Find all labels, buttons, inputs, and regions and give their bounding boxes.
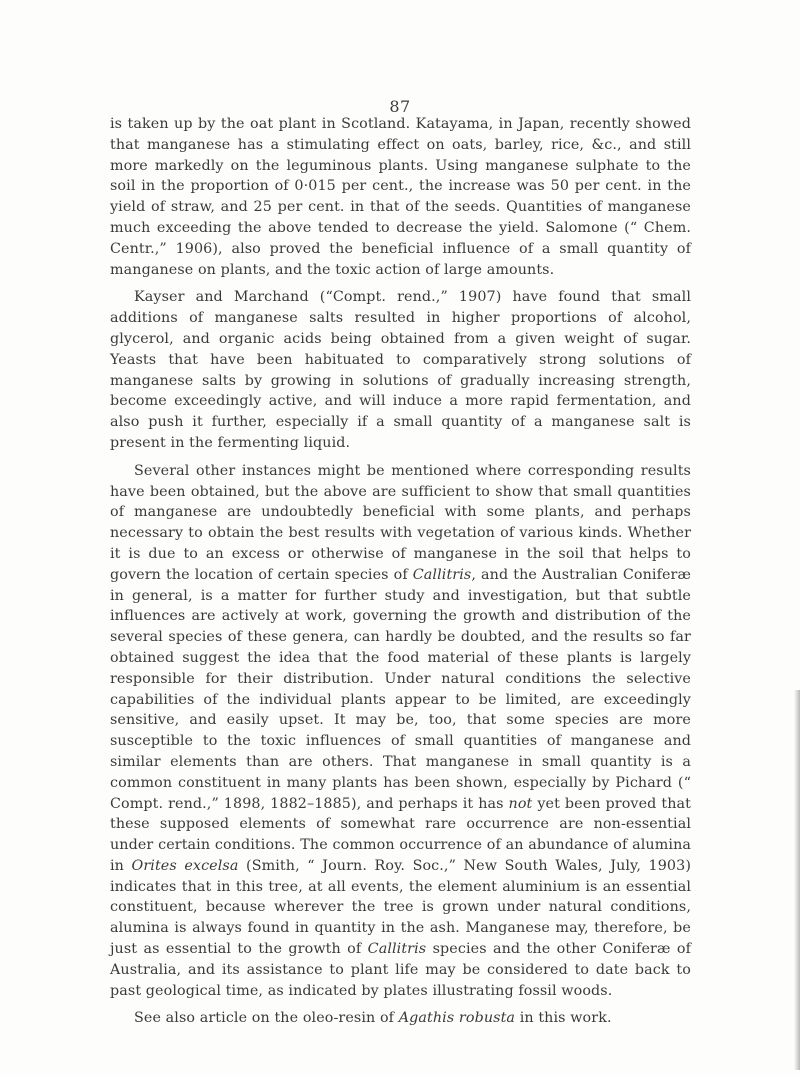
italic-text: not [508, 795, 533, 812]
text-run: in this work. [515, 1010, 612, 1027]
text-run: is taken up by the oat plant in Scotland. Katayama, in Japan, recently showed that manganese has a stimulating effect on oats, barley, rice, &c., and still more markedly on the leguminous plants. Using manganese sulphate to the soil in the proportion of 0·015 per cent., the increase was 50 per cent. in the yield of straw, and 25 per cent. in that of the seeds. Quantities of manganese much exceeding the above tended to decrease the yield. Salomone (“ Chem. Centr.,” 1906), also proved the beneficial influence of a small quantity of manganese on plants, and the toxic action of large amounts. [110, 116, 691, 278]
scan-edge-shadow [794, 690, 800, 1070]
italic-text: Callitris [367, 941, 427, 958]
italic-text: Callitris [412, 566, 472, 583]
paragraph [110, 114, 691, 280]
paragraph [110, 1008, 691, 1029]
body-text [110, 114, 691, 1036]
text-run: See also article on the oleo-resin of [134, 1010, 399, 1027]
text-run: , and the Australian Coniferæ in general, is a matter for further study and investigation, but that subtle influences are actively at work, governing the growth and distribution of the several species of these genera, can hardly be doubted, and the results so far obtained suggest the idea that the food material of these plants is largely responsible for their distribution. Under natural conditions the selective capabilities of the individual plants appear to be limited, are exceedingly sensitive, and easily upset. It may be, too, that some species are more susceptible to the toxic influences of small quantities of manganese and similar elements than are others. That manganese in small quantity is a common constituent in many plants has been shown, especially by Pichard (“ Compt. rend.,” 1898, 1882–1885), and perhaps it has [110, 566, 691, 812]
text-run: species and the other Coniferæ of Australia, and its assistance to plant life may be considered to date back to past geological time, as indicated by plates illustrating fossil woods. [110, 941, 691, 999]
italic-text: Agathis robusta [398, 1010, 516, 1027]
paragraph [110, 461, 691, 1002]
page-number: 87 [389, 97, 411, 116]
text-run: Kayser and Marchand (“Compt. rend.,” 1907) have found that small additions of manganese salts resulted in higher proportions of alcohol, glycerol, and organic acids being obtained from a given weight of sugar. Yeasts that have been habituated to comparatively strong solutions of manganese salts by growing in solutions of gradually increasing strength, become exceedingly active, and will induce a more rapid fermentation, and also push it further, especially if a small quantity of a manganese salt is present in the fermenting liquid. [110, 289, 691, 451]
italic-text: Orites excelsa [131, 857, 239, 874]
text-run: yet been proved that these supposed elements of somewhat rare occurrence are non-essential under certain conditions. The common occurrence of an abundance of alumina in [110, 795, 691, 874]
text-run: Several other instances might be mentioned where corresponding results have been obtained, but the above are sufficient to show that small quantities of manganese are undoubtedly beneficial with some plants, and perhaps necessary to obtain the best results with vegetation of various kinds. Whether it is due to an excess or otherwise of manganese in the soil that helps to govern the location of certain species of [110, 462, 691, 583]
text-run: (Smith, “ Journ. Roy. Soc.,” New South Wales, July, 1903) indicates that in this tree, at all events, the element aluminium is an essential constituent, because wherever the tree is grown under natural conditions, alumina is always found in quantity in the ash. Manganese may, therefore, be just as essential to the growth of [110, 857, 691, 958]
paragraph [110, 287, 691, 453]
